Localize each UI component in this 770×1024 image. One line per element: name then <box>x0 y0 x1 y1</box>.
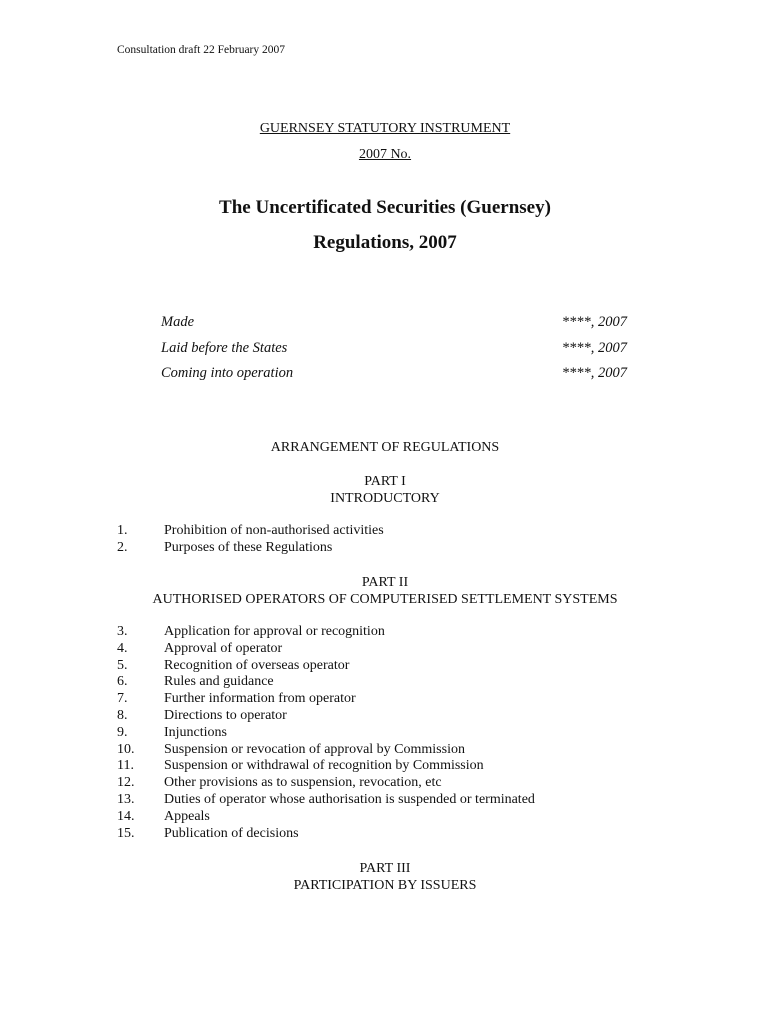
item-text: Publication of decisions <box>164 825 299 841</box>
part-title: AUTHORISED OPERATORS OF COMPUTERISED SETTLEMENT SYSTEMS <box>152 592 618 607</box>
item-number: 4. <box>117 640 128 656</box>
item-number: 13. <box>117 791 135 807</box>
list-item <box>117 658 677 675</box>
item-text: Suspension or withdrawal of recognition by Commission <box>164 758 484 774</box>
date-value: ****, 2007 <box>561 339 627 356</box>
draft-note: Consultation draft 22 February 2007 <box>117 44 286 56</box>
item-number: 5. <box>117 657 128 673</box>
item-text: Appeals <box>164 808 210 824</box>
part-heading <box>0 473 770 507</box>
document-title-line-2: Regulations, 2007 <box>313 232 457 253</box>
date-row-operation <box>161 365 627 391</box>
item-number: 11. <box>117 758 134 774</box>
item-number: 12. <box>117 775 135 791</box>
item-text: Purposes of these Regulations <box>164 539 333 555</box>
date-label: Made <box>161 314 195 330</box>
list-item <box>117 758 677 775</box>
list-item <box>117 691 677 708</box>
item-number: 3. <box>117 624 128 639</box>
item-number: 9. <box>117 724 128 740</box>
part-label: PART III <box>359 861 411 876</box>
item-text: Directions to operator <box>164 707 287 723</box>
item-number: 15. <box>117 825 135 841</box>
item-text: Duties of operator whose authorisation is suspended or terminated <box>164 791 535 807</box>
list-item <box>117 775 677 792</box>
document-title-line-1: The Uncertificated Securities (Guernsey) <box>219 197 551 218</box>
part-heading <box>0 574 770 608</box>
item-number: 1. <box>117 523 128 538</box>
date-label: Laid before the States <box>161 339 288 356</box>
item-text: Recognition of overseas operator <box>164 657 350 673</box>
item-number: 8. <box>117 707 128 723</box>
list-item <box>117 826 677 843</box>
item-text: Rules and guidance <box>164 674 274 690</box>
part-title: INTRODUCTORY <box>330 491 440 506</box>
list-item <box>117 809 677 826</box>
regulation-list <box>117 624 677 842</box>
part-label: PART II <box>361 575 409 590</box>
list-item <box>117 674 677 691</box>
dates-table <box>161 314 627 391</box>
item-number: 14. <box>117 808 135 824</box>
item-text: Suspension or revocation of approval by Commission <box>164 741 465 757</box>
list-item <box>117 540 677 557</box>
arrangement-heading: ARRANGEMENT OF REGULATIONS <box>270 440 500 455</box>
item-text: Further information from operator <box>164 691 356 707</box>
date-value: ****, 2007 <box>561 365 627 381</box>
list-item <box>117 624 677 641</box>
list-item <box>117 641 677 658</box>
regulation-list <box>117 523 677 557</box>
item-text: Injunctions <box>164 724 227 740</box>
list-item <box>117 742 677 759</box>
list-item <box>117 523 677 540</box>
date-row-laid <box>161 340 627 366</box>
item-number: 7. <box>117 691 128 707</box>
list-item <box>117 708 677 725</box>
item-text: Prohibition of non-authorised activities <box>164 523 384 538</box>
instrument-heading: GUERNSEY STATUTORY INSTRUMENT <box>259 121 511 136</box>
part-title: PARTICIPATION BY ISSUERS <box>293 878 477 893</box>
item-number: 6. <box>117 674 128 690</box>
item-number: 10. <box>117 741 135 757</box>
list-item <box>117 725 677 742</box>
part-label: PART I <box>364 474 406 489</box>
item-text: Application for approval or recognition <box>164 624 385 639</box>
item-text: Other provisions as to suspension, revocation, etc <box>164 775 442 791</box>
date-value: ****, 2007 <box>561 314 627 330</box>
item-text: Approval of operator <box>164 640 283 656</box>
item-number: 2. <box>117 539 128 555</box>
list-item <box>117 792 677 809</box>
date-label: Coming into operation <box>161 365 294 381</box>
part-heading <box>0 860 770 894</box>
date-row-made <box>161 314 627 340</box>
instrument-number: 2007 No. <box>358 147 412 162</box>
